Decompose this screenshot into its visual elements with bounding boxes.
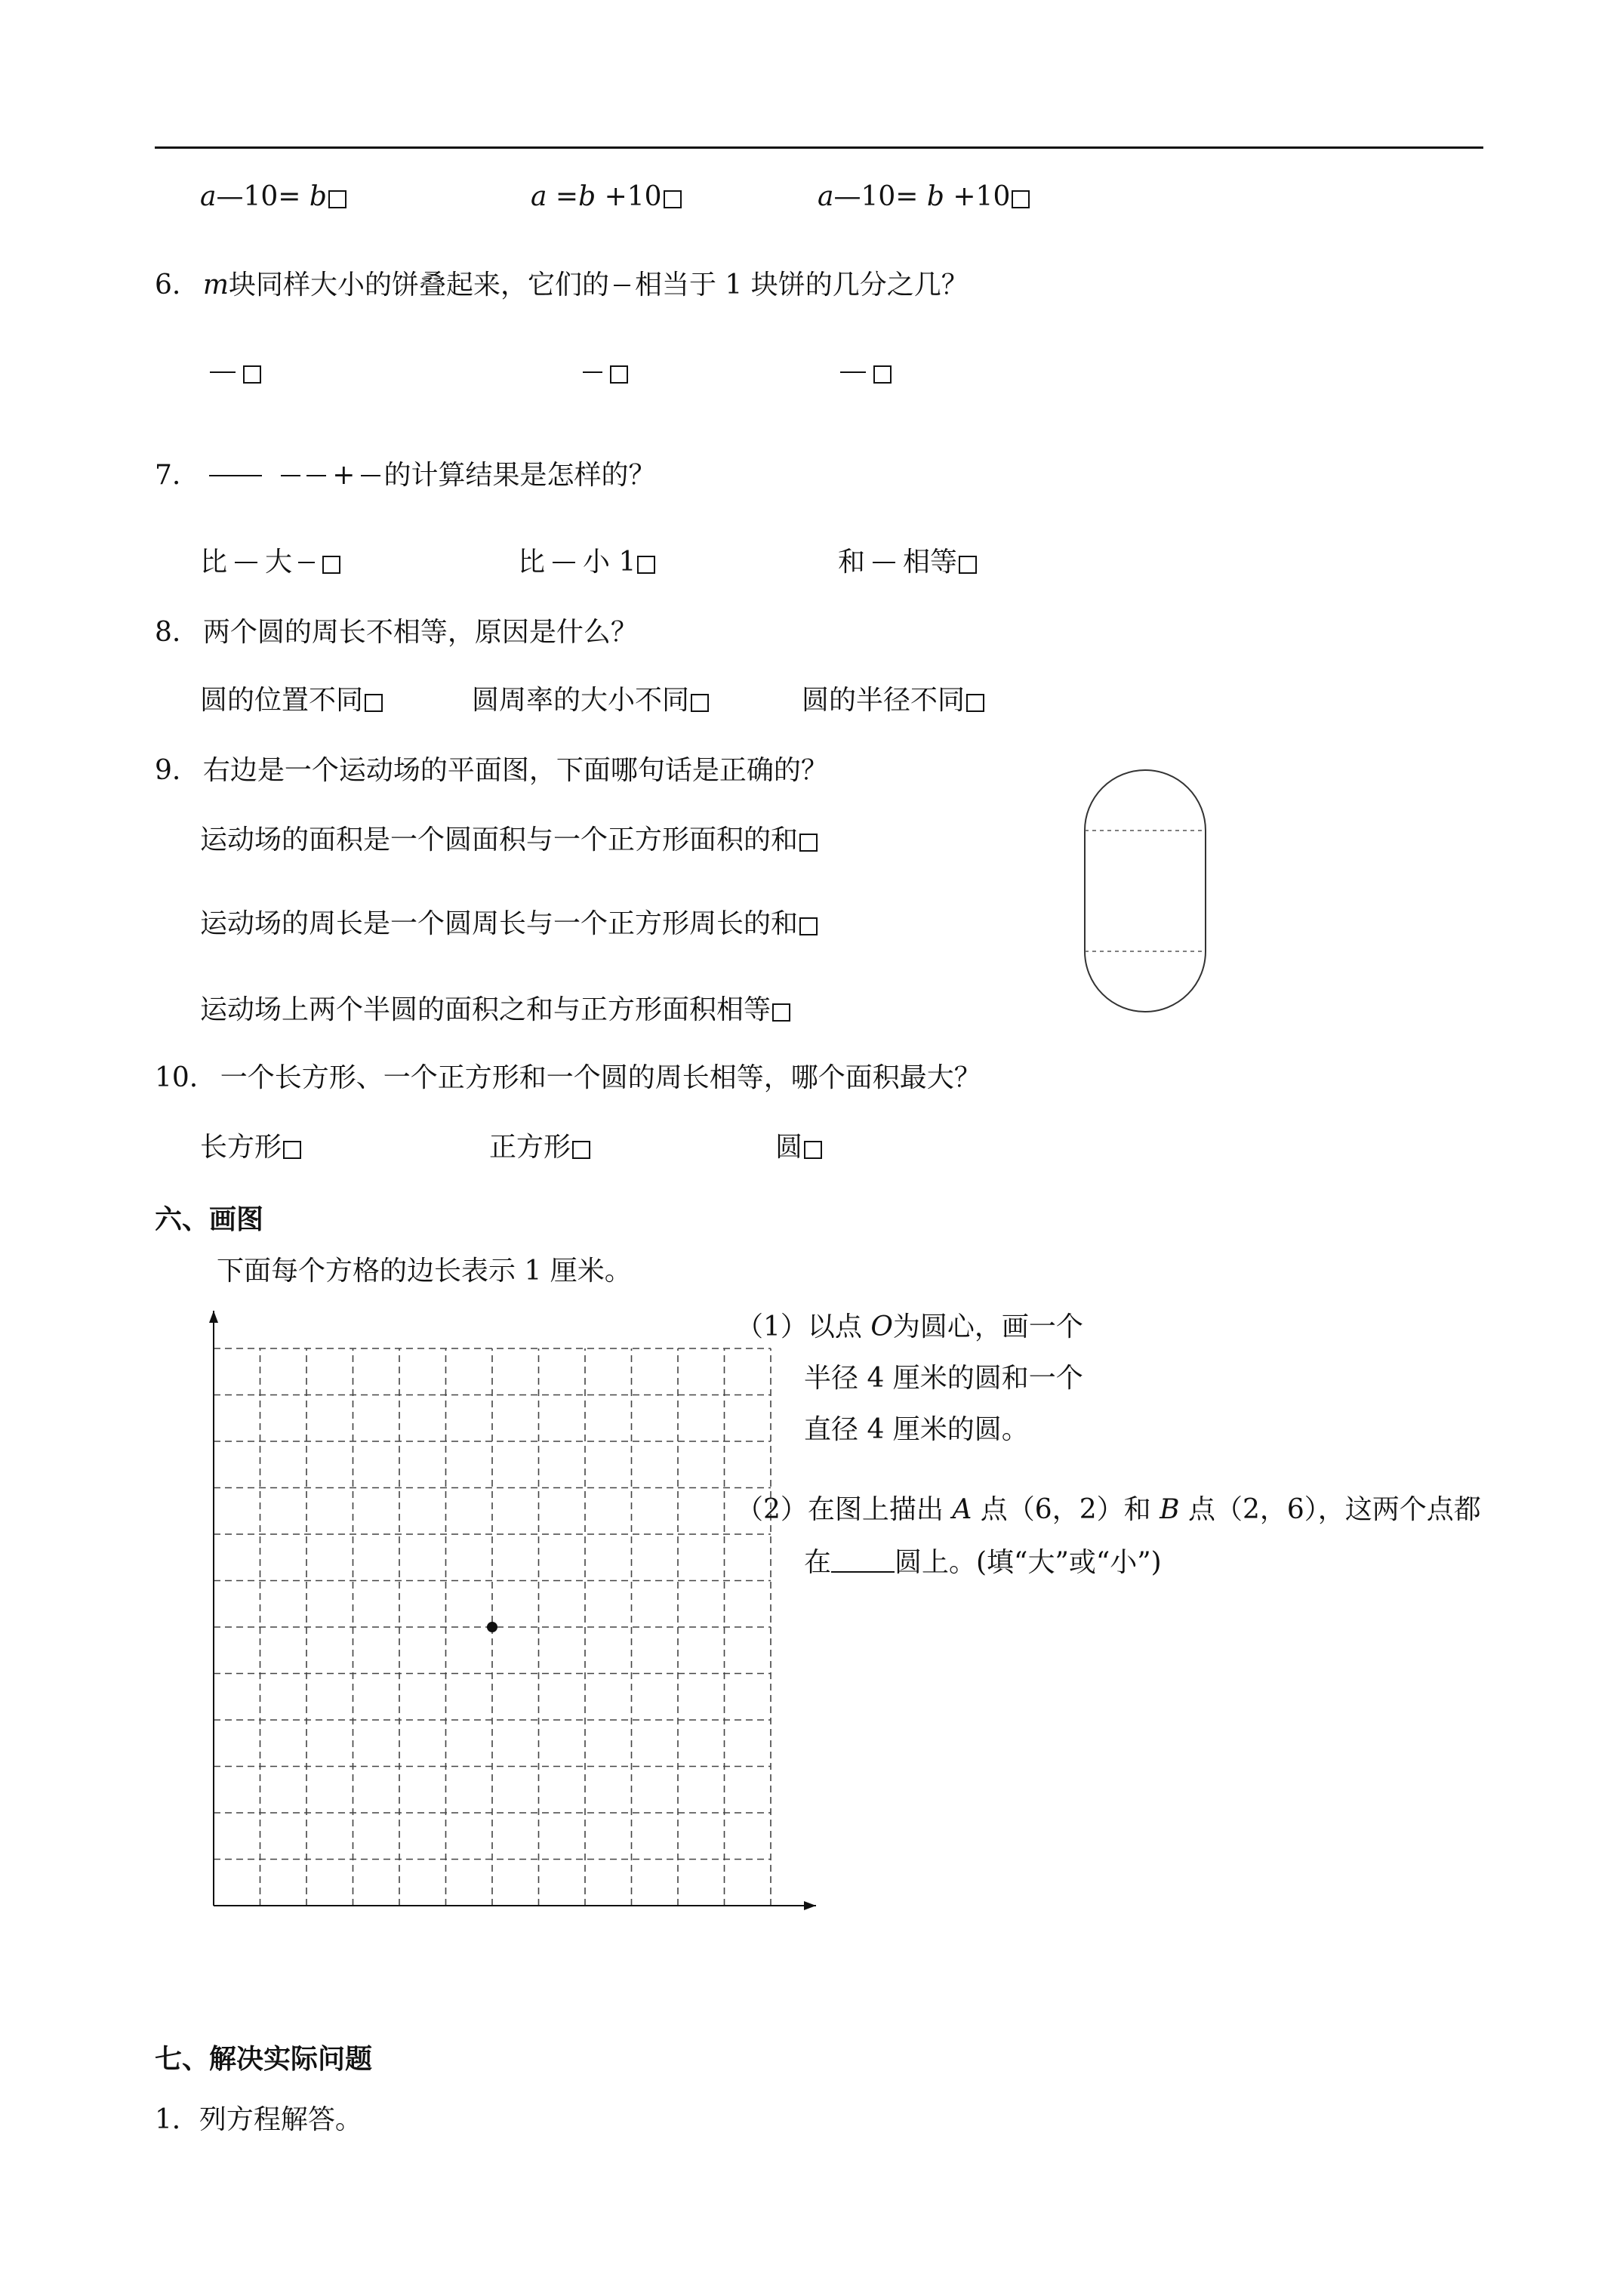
- task-1-line-3: 直径 4 厘米的圆。: [804, 1414, 1029, 1445]
- q5-c-post: +10: [944, 181, 1011, 212]
- question-text: 的计算结果是怎样的？: [383, 460, 656, 491]
- x-axis-arrow-icon: [804, 1901, 816, 1910]
- checkbox[interactable]: [799, 834, 818, 852]
- var-b: B: [1160, 1494, 1180, 1525]
- q5-a-text: —10=: [216, 181, 310, 212]
- plus-sign: +: [332, 460, 356, 491]
- question-8: [155, 619, 638, 646]
- section-6-title: 六、画图: [155, 1204, 264, 1235]
- fraction-bar: [210, 371, 236, 373]
- question-number: 7.: [155, 460, 181, 491]
- q7-option-1[interactable]: [200, 549, 340, 576]
- fraction-bar: [306, 475, 326, 476]
- fraction-bar: [840, 371, 866, 373]
- question-6: [155, 272, 969, 299]
- checkbox[interactable]: [873, 365, 892, 384]
- answer-blank[interactable]: [831, 1549, 895, 1573]
- checkbox[interactable]: [664, 190, 682, 208]
- question-10: [155, 1062, 981, 1093]
- q5-option-c[interactable]: [818, 183, 1030, 211]
- fraction-bar: [583, 371, 602, 373]
- coordinate-grid: [192, 1297, 827, 1931]
- point-o: [487, 1622, 497, 1632]
- option-text: 圆周率的大小不同: [472, 685, 690, 716]
- fraction-bar: [209, 475, 262, 476]
- fraction-bar: [281, 475, 300, 476]
- task-number: （1）: [736, 1311, 808, 1342]
- question-7: [155, 462, 655, 489]
- question-number: 8.: [155, 617, 181, 648]
- stadium-diagram: [1076, 763, 1219, 1019]
- stadium-outline: [1085, 770, 1206, 1012]
- var-a: a: [531, 181, 547, 212]
- task-1-line-1: [736, 1311, 1083, 1342]
- q9-option-2[interactable]: [200, 908, 818, 939]
- checkbox[interactable]: [799, 917, 818, 935]
- task-text: 以点: [807, 1311, 871, 1342]
- q6-option-1[interactable]: [210, 359, 261, 386]
- option-text: 正方形: [489, 1132, 571, 1163]
- var-a: a: [200, 181, 217, 212]
- q9-option-3[interactable]: [200, 994, 790, 1025]
- checkbox[interactable]: [243, 365, 261, 384]
- q5-b-text: =: [547, 181, 579, 212]
- task-text: 在: [804, 1547, 832, 1578]
- q7-option-2[interactable]: [518, 549, 655, 576]
- task-text: 圆上。(填“大”或“小”): [895, 1547, 1162, 1578]
- checkbox[interactable]: [691, 694, 709, 712]
- q6-option-3[interactable]: [840, 359, 892, 386]
- checkbox[interactable]: [637, 556, 655, 574]
- var-b: b: [926, 181, 944, 212]
- fraction-bar: [614, 285, 630, 286]
- q8-option-2[interactable]: [472, 687, 709, 714]
- q10-option-3[interactable]: [775, 1134, 822, 1161]
- question-number: 9.: [155, 755, 181, 786]
- checkbox[interactable]: [959, 556, 977, 574]
- fraction-bar: [235, 562, 257, 563]
- checkbox[interactable]: [283, 1141, 301, 1159]
- var-a: a: [818, 181, 834, 212]
- task-text: 在图上描出: [807, 1494, 953, 1525]
- option-text: 比: [200, 547, 228, 578]
- q5-option-a[interactable]: [200, 183, 346, 211]
- fraction-bar: [361, 475, 380, 476]
- checkbox[interactable]: [572, 1141, 590, 1159]
- question-text: 两个圆的周长不相等，原因是什么？: [202, 617, 638, 648]
- checkbox[interactable]: [804, 1141, 822, 1159]
- q7-option-3[interactable]: [838, 549, 977, 576]
- q5-option-b[interactable]: [531, 183, 682, 211]
- question-number: 6.: [155, 270, 181, 300]
- option-text: 大: [265, 547, 293, 578]
- q5-b-post: +10: [596, 181, 662, 212]
- option-text: 比: [518, 547, 546, 578]
- q5-c-text: —10=: [833, 181, 927, 212]
- question-number: 10.: [155, 1062, 199, 1093]
- section-7-item-1: 1．列方程解答。: [155, 2104, 362, 2135]
- option-text: 圆: [775, 1132, 803, 1163]
- var-o: O: [870, 1311, 893, 1342]
- task-2-line-1: [736, 1496, 1481, 1524]
- task-text: 为圆心，画一个: [892, 1311, 1083, 1342]
- option-text: 圆的半径不同: [802, 685, 965, 716]
- var-m: m: [202, 270, 229, 300]
- checkbox[interactable]: [772, 1003, 790, 1022]
- q8-option-3[interactable]: [802, 687, 984, 714]
- question-text: 右边是一个运动场的平面图，下面哪句话是正确的？: [202, 755, 828, 786]
- var-b: b: [309, 181, 327, 212]
- checkbox[interactable]: [966, 694, 984, 712]
- option-text: 圆的位置不同: [200, 685, 364, 716]
- option-text: 运动场的周长是一个圆周长与一个正方形周长的和: [200, 908, 799, 939]
- question-text: 块同样大小的饼叠起来，它们的: [228, 270, 609, 300]
- q9-option-1[interactable]: [200, 824, 818, 855]
- q10-option-1[interactable]: [200, 1134, 301, 1161]
- task-text: 点（6，2）和: [972, 1494, 1160, 1525]
- q6-option-2[interactable]: [583, 359, 628, 386]
- y-axis-arrow-icon: [209, 1311, 218, 1323]
- var-a: A: [952, 1494, 972, 1525]
- fraction-bar: [553, 562, 575, 563]
- option-text: 运动场上两个半圆的面积之和与正方形面积相等: [200, 994, 771, 1025]
- checkbox[interactable]: [328, 190, 346, 208]
- option-text: 小 1: [583, 547, 636, 578]
- task-text: 点（2，6），这两个点都: [1179, 1494, 1481, 1525]
- q8-option-1[interactable]: [200, 687, 383, 714]
- task-2-line-2: [804, 1549, 1162, 1576]
- question-text: 相当于 1 块饼的几分之几？: [634, 270, 969, 300]
- fraction-bar: [298, 562, 315, 563]
- checkbox[interactable]: [365, 694, 383, 712]
- task-number: （2）: [736, 1494, 808, 1525]
- checkbox[interactable]: [1012, 190, 1030, 208]
- option-text: 相等: [903, 547, 958, 578]
- section-7-title: 七、解决实际问题: [155, 2044, 373, 2075]
- question-text: 一个长方形、一个正方形和一个圆的周长相等，哪个面积最大？: [220, 1062, 981, 1093]
- option-text: 长方形: [200, 1132, 282, 1163]
- task-1-line-2: 半径 4 厘米的圆和一个: [804, 1363, 1083, 1394]
- checkbox[interactable]: [610, 365, 628, 384]
- option-text: 运动场的面积是一个圆面积与一个正方形面积的和: [200, 824, 799, 855]
- section-6-intro: 下面每个方格的边长表示 1 厘米。: [217, 1256, 632, 1287]
- var-b: b: [578, 181, 596, 212]
- header-rule: [155, 146, 1483, 149]
- option-text: 和: [838, 547, 866, 578]
- fraction-bar: [873, 562, 895, 563]
- q10-option-2[interactable]: [489, 1134, 590, 1161]
- question-9: [155, 757, 828, 784]
- checkbox[interactable]: [322, 556, 340, 574]
